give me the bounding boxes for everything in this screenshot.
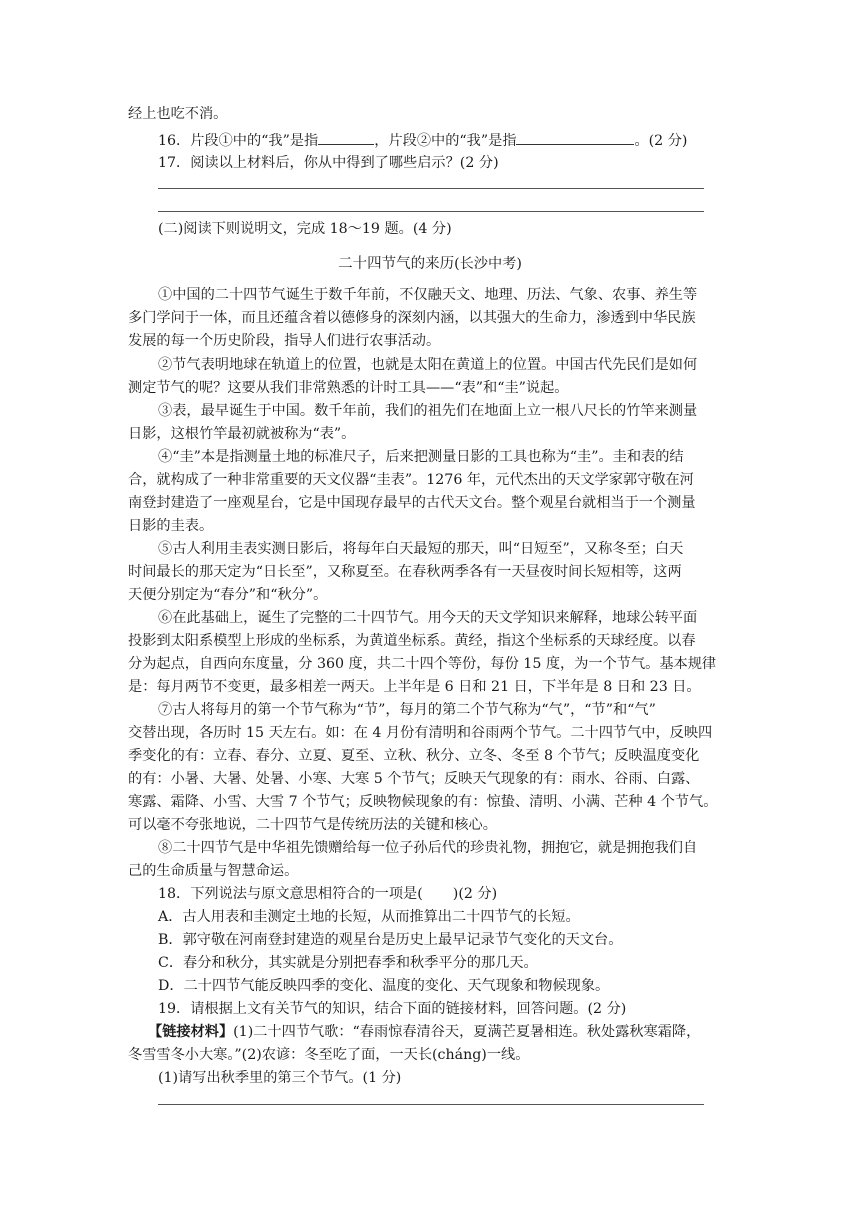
paragraph-5-line: 时间最长的那天定为“日长至”，又称夏至。在春秋两季各有一天昼夜时间长短相等，这两 <box>128 564 682 580</box>
question-16-part-a: 16．片段①中的“我”是指 <box>158 133 319 149</box>
answer-line-19-1[interactable] <box>158 1104 704 1105</box>
paragraph-6-line: ⑥在此基础上，诞生了完整的二十四节气。用今天的天文学知识来解释，地球公转平面 <box>158 610 698 626</box>
paragraph-7-line: 的有：小暑、大暑、处暑、小寒、大寒 5 个节气；反映天气现象的有：雨水、谷雨、白露、 <box>128 771 700 787</box>
paragraph-1-line: ①中国的二十四节气诞生于数千年前，不仅融天文、地理、历法、气象、农事、养生等 <box>158 287 698 303</box>
paragraph-5-line: ⑤古人利用圭表实测日影后，将每年白天最短的那天，叫“日短至”，又称冬至；白天 <box>158 541 684 557</box>
paragraph-7-line: ⑦古人将每月的第一个节气称为“节”，每月的第二个节气称为“气”，“节”和“气” <box>158 702 656 718</box>
paragraph-3-line: 日影，这根竹竿最初就被称为“表”。 <box>128 426 356 442</box>
paragraph-2-line: 测定节气的呢？这要从我们非常熟悉的计时工具——“表”和“圭”说起。 <box>128 380 569 396</box>
link-material-line <box>148 1022 700 1042</box>
paragraph-7-line: 可以毫不夸张地说，二十四节气是传统历法的关键和核心。 <box>128 817 497 833</box>
link-material-label: 【链接材料】 <box>148 1024 234 1040</box>
article-title <box>0 254 860 274</box>
option-b[interactable]: B．郭守敬在河南登封建造的观星台是历史上最早记录节气变化的天文台。 <box>158 932 623 948</box>
article-title-text: 二十四节气的来历 <box>338 256 455 272</box>
paragraph-8-line: ⑧二十四节气是中华祖先馈赠给每一位子孙后代的珍贵礼物，拥抱它，就是拥抱我们自 <box>158 840 698 856</box>
paragraph-4-line: 南登封建造了一座观星台，它是中国现存最早的古代天文台。整个观星台就相当于一个测量 <box>128 495 696 511</box>
section-2-heading: (二)阅读下则说明文，完成 18～19 题。(4 分) <box>158 221 452 237</box>
paragraph-2-line: ②节气表明地球在轨道上的位置，也就是太阳在黄道上的位置。中国古代先民们是如何 <box>158 357 698 373</box>
question-16-part-b: ，片段②中的“我”是指 <box>374 133 517 149</box>
question-19-1: (1)请写出秋季里的第三个节气。(1 分) <box>158 1070 402 1086</box>
paragraph-5-line: 天便分别定为“春分”和“秋分”。 <box>128 587 328 603</box>
paragraph-6-line: 投影到太阳系模型上形成的坐标系，为黄道坐标系。黄经，指这个坐标系的天球经度。以春 <box>128 633 696 649</box>
paragraph-8-line: 己的生命质量与智慧命运。 <box>128 863 299 879</box>
paragraph-3-line: ③表，最早诞生于中国。数千年前，我们的祖先们在地面上立一根八尺长的竹竿来测量 <box>158 403 698 419</box>
link-material-text: (1)二十四节气歌：“春雨惊春清谷天，夏满芒夏暑相连。秋处露秋寒霜降， <box>233 1024 701 1040</box>
paragraph-7-line: 交替出现，各历时 15 天左右。如：在 4 月份有清明和谷雨两个节气。二十四节气中，反映四 <box>128 725 713 741</box>
question-18-stem: 18．下列说法与原文意思相符合的一项是( <box>158 886 423 902</box>
answer-blank-16a[interactable] <box>318 130 374 145</box>
paragraph-4-line: ④“圭”本是指测量土地的标准尺子，后来把测量日影的工具也称为“圭”。圭和表的结 <box>158 449 684 465</box>
answer-blank-16b[interactable] <box>516 130 634 145</box>
answer-line-17b[interactable] <box>158 211 704 212</box>
question-18 <box>158 884 497 904</box>
paragraph-7-line: 季变化的有：立春、春分、立夏、夏至、立秋、秋分、立冬、冬至 8 个节气；反映温度变化 <box>128 748 700 764</box>
question-18-score: )(2 分) <box>452 886 498 902</box>
paragraph-4-line: 合，就构成了一种非常重要的天文仪器“圭表”。1276 年，元代杰出的天文学家郭守敬在河 <box>128 472 694 488</box>
paragraph-1-line: 多门学问于一体，而且还蕴含着以德修身的深刻内涵，以其强大的生命力，渗透到中华民族 <box>128 310 696 326</box>
question-16 <box>158 130 687 151</box>
answer-line-17a[interactable] <box>158 188 704 189</box>
link-material-line: 冬雪雪冬小大寒。”(2)农谚：冬至吃了面，一天长(cháng)一线。 <box>128 1047 530 1063</box>
article-title-note: (长沙中考) <box>454 256 522 272</box>
question-19: 19．请根据上文有关节气的知识，结合下面的链接材料，回答问题。(2 分) <box>158 1001 627 1017</box>
paragraph-6-line: 分为起点，自西向东度量，分 360 度，共二十四个等份，每份 15 度，为一个节气。基本规律 <box>128 656 717 672</box>
option-c[interactable]: C．春分和秋分，其实就是分别把春季和秋季平分的那几天。 <box>158 955 538 971</box>
text-line: 经上也吃不消。 <box>128 106 228 122</box>
option-d[interactable]: D．二十四节气能反映四季的变化、温度的变化、天气现象和物候现象。 <box>158 978 610 994</box>
option-a[interactable]: A．古人用表和圭测定土地的长短，从而推算出二十四节气的长短。 <box>158 909 580 925</box>
question-16-part-c: 。(2 分) <box>634 133 688 149</box>
paragraph-6-line: 是：每月两节不变更，最多相差一两天。上半年是 6 日和 21 日，下半年是 8 日和 23 日。 <box>128 679 701 695</box>
question-17: 17．阅读以上材料后，你从中得到了哪些启示？(2 分) <box>158 155 499 171</box>
paragraph-1-line: 发展的每一个历史阶段，指导人们进行农事活动。 <box>128 333 441 349</box>
paragraph-4-line: 日影的圭表。 <box>128 518 214 534</box>
paragraph-7-line: 寒露、霜降、小雪、大雪 7 个节气；反映物候现象的有：惊蛰、清明、小满、芒种 4 个节气。 <box>128 794 718 810</box>
